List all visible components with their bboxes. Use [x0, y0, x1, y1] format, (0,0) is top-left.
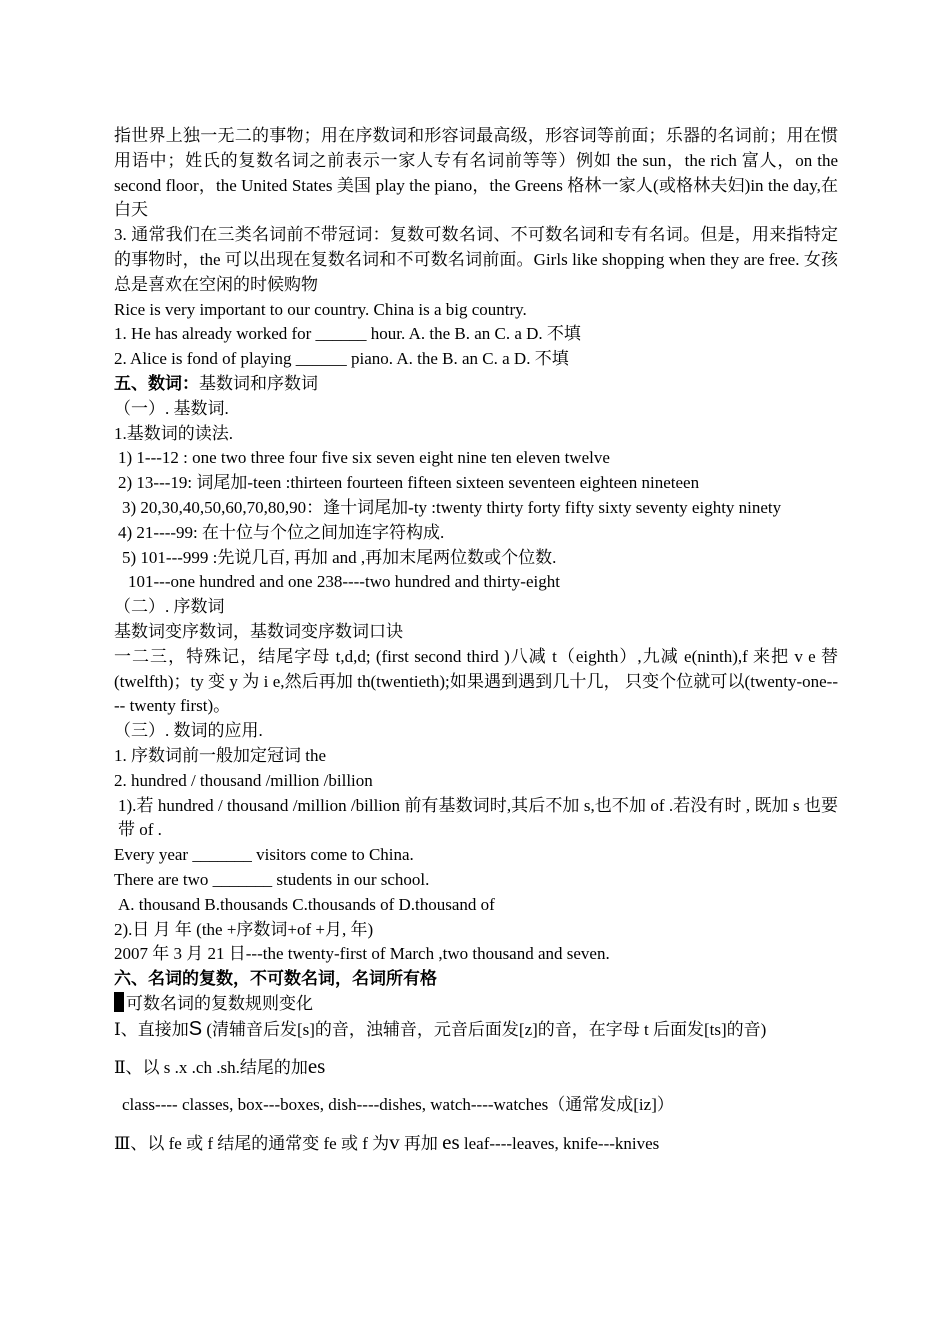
- subsection-application: （三）. 数词的应用.: [114, 721, 263, 741]
- subsection-cardinal: （一）. 基数词.: [114, 398, 229, 418]
- date-rule: 2).日 月 年 (the +序数词+of +月, 年): [114, 919, 374, 939]
- plural-rule-2-example: class---- classes, box---boxes, dish----dishes, watch----watches（通常发成[iz]）: [122, 1095, 674, 1115]
- plural-rule-3: [114, 1130, 838, 1157]
- ordinal-heading: 基数词变序数词，基数词变序数词口诀: [114, 621, 403, 641]
- cardinal-rule-1: 1) 1---12 : one two three four five six seven eight nine ten eleven twelve: [118, 448, 610, 468]
- rule-3-example: leaf----leaves, knife---knives: [459, 1134, 660, 1154]
- article-usage-paragraph: 指世界上独一无二的事物；用在序数词和形容词最高级，形容词等前面；乐器的名词前；用在惯用语中；姓氏的复数名词之前表示一家人专有名词前等等）例如 the sun，the rich 富人，on the second floor，the United States 美国 play the piano，the Greens 格林一家人(或格林夫妇)in the day,在白天: [114, 126, 838, 220]
- exercise-2: There are two _______ students in our school.: [114, 869, 430, 889]
- rule-3-join: 再加: [399, 1134, 443, 1154]
- exercise-1: Every year _______ visitors come to China.: [114, 845, 414, 865]
- section-5-subtitle: 基数词和序数词: [199, 373, 318, 393]
- plural-rule-1: [114, 1017, 838, 1043]
- cardinal-rule-3: 3) 20,30,40,50,60,70,80,90：逢十词尾加-ty :twenty thirty forty fifty sixty seventy eighty ninety: [122, 497, 782, 517]
- cardinal-rule-2: 2) 13---19: 词尾加-teen :thirteen fourteen fifteen sixteen seventeen eighteen nineteen: [118, 473, 700, 493]
- question-1: 1. He has already worked for ______ hour. A. the B. an C. a D. 不填: [114, 324, 581, 344]
- exercise-options: A. thousand B.thousands C.thousands of D.thousand of: [118, 894, 495, 914]
- rule-1-suffix: S: [188, 1017, 203, 1040]
- date-example: 2007 年 3 月 21 日---the twenty-first of March ,two thousand and seven.: [114, 944, 610, 964]
- application-2: 2. hundred / thousand /million /billion: [114, 770, 373, 790]
- plural-rules-heading: [114, 992, 838, 1017]
- plural-rules-title: 可数名词的复数规则变化: [126, 993, 313, 1013]
- question-2: 2. Alice is fond of playing ______ piano. A. the B. an C. a D. 不填: [114, 349, 569, 369]
- section-5-heading: [114, 372, 838, 397]
- cardinal-rule-4: 4) 21----99: 在十位与个位之间加连字符构成.: [118, 522, 445, 542]
- section-5-title: 五、数词：: [114, 373, 199, 393]
- cardinal-reading-heading: 1.基数词的读法.: [114, 423, 233, 443]
- block-marker-icon: [114, 992, 124, 1012]
- rule-3-v: v: [389, 1130, 400, 1155]
- rule-2-label: Ⅱ、以 s .x .ch .sh.结尾的加: [114, 1058, 308, 1078]
- rule-1-desc: (清辅音后发[s]的音，浊辅音，元音后面发[z]的音，在字母 t 后面发[ts]的音): [202, 1019, 767, 1039]
- subsection-ordinal: （二）. 序数词: [114, 597, 225, 617]
- rule-3-label: Ⅲ、以 fe 或 f 结尾的通常变 fe 或 f 为: [114, 1134, 390, 1154]
- rule-1-label: Ⅰ、直接加: [114, 1019, 189, 1039]
- plural-rule-2: [114, 1054, 838, 1081]
- application-2-rule: 1).若 hundred / thousand /million /billion 前有基数词时,其后不加 s,也不加 of .若没有时 , 既加 s 也要带 of .: [118, 795, 838, 840]
- example-rice: Rice is very important to our country. China is a big country.: [114, 299, 527, 319]
- cardinal-rule-5: 5) 101---999 :先说几百, 再加 and ,再加末尾两位数或个位数.: [122, 547, 557, 567]
- document-page: [114, 124, 838, 1157]
- application-1: 1. 序数词前一般加定冠词 the: [114, 745, 327, 765]
- ordinal-mnemonic: 一二三，特殊记，结尾字母 t,d,d; (first second third )八减 t（eighth）,九减 e(ninth),f 来把 v e 替(twelfth)；ty 变 y 为 i e,然后再加 th(twentieth);如果遇到遇到几十几， 只变个位就可以(twenty-one---- twenty first)。: [114, 646, 838, 716]
- section-6-heading: 六、名词的复数，不可数名词，名词所有格: [114, 969, 437, 989]
- cardinal-rule-5-example: 101---one hundred and one 238----two hundred and thirty-eight: [128, 572, 560, 592]
- rule-3-suffix: es: [442, 1130, 460, 1155]
- rule-2-suffix: es: [307, 1054, 326, 1079]
- no-article-paragraph: 3. 通常我们在三类名词前不带冠词：复数可数名词、不可数名词和专有名词。但是，用来指特定的事物时，the 可以出现在复数名词和不可数名词前面。Girls like shopping when they are free. 女孩总是喜欢在空闲的时候购物: [114, 225, 838, 294]
